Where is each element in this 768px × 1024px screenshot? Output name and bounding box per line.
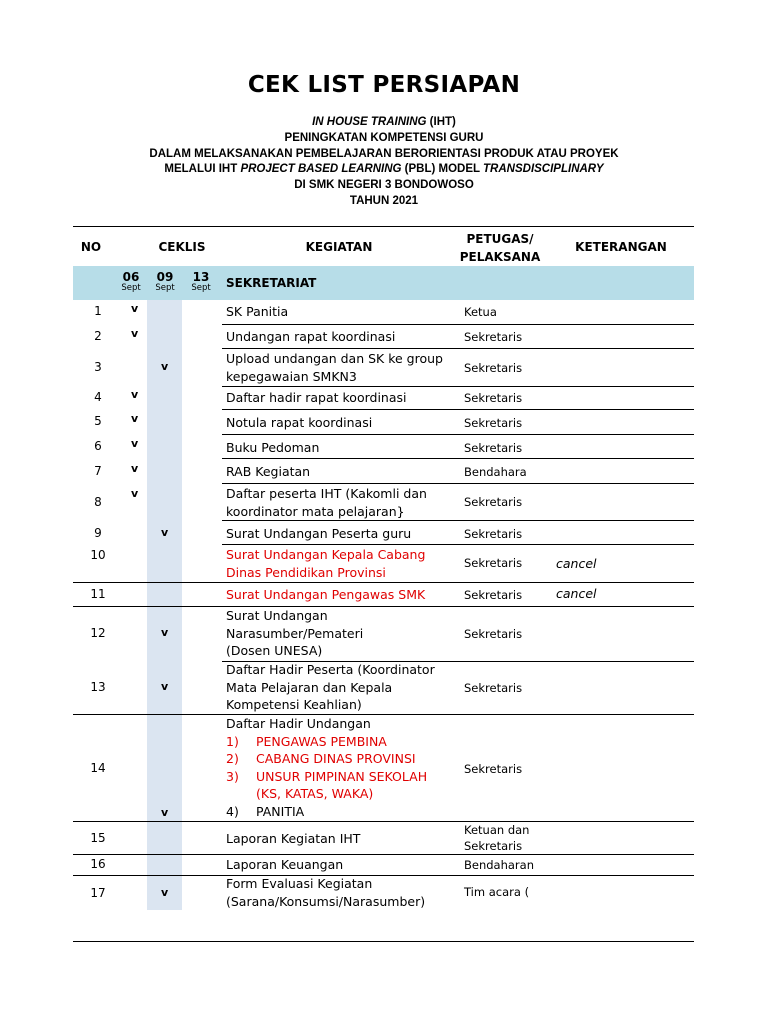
header-kegiatan: KEGIATAN [305, 240, 373, 254]
row-17-kegiatan [226, 875, 458, 910]
row-14-item-3b [226, 785, 458, 803]
subtitle-line-5: DI SMK NEGERI 3 BONDOWOSO [294, 179, 474, 191]
row-12-kegiatan-1: Surat Undangan [226, 608, 328, 623]
date-09 [148, 270, 182, 293]
table-bottom-border [73, 941, 694, 942]
row-7-kegiatan: RAB Kegiatan [226, 464, 311, 479]
row-14-item-2 [226, 750, 458, 768]
row-5-petugas: Sekretaris [464, 416, 523, 430]
row-separator [73, 854, 694, 855]
header-ceklis: CEKLIS [158, 240, 206, 254]
header-no: NO [80, 240, 102, 254]
subtitle-4b: PROJECT BASED LEARNING [240, 163, 402, 175]
row-2-petugas: Sekretaris [464, 330, 523, 344]
row-separator [222, 520, 694, 521]
page-title: CEK LIST PERSIAPAN [247, 72, 521, 98]
date-09-month: Sept [155, 283, 175, 293]
row-14-item-3-n: 3) [226, 768, 239, 784]
row-2-no: 2 [94, 329, 102, 343]
row-14-item-4-t: PANITIA [256, 803, 305, 819]
row-11-keterangan: cancel [556, 586, 597, 601]
row-16-petugas: Bendaharan [464, 858, 534, 872]
row-14-item-3-t: UNSUR PIMPINAN SEKOLAH [256, 768, 428, 784]
row-separator [222, 434, 694, 435]
subtitle-4a: MELALUI IHT [164, 163, 241, 175]
header-petugas-2: PELAKSANA [459, 250, 541, 264]
date-13-day: 13 [192, 270, 210, 284]
row-17-petugas: Tim acara ( [464, 885, 530, 899]
row-separator [73, 582, 694, 583]
header-petugas-1: PETUGAS/ [466, 232, 534, 246]
row-13-petugas: Sekretaris [464, 681, 523, 695]
row-7-petugas: Bendahara [464, 465, 527, 479]
date-13 [184, 270, 218, 293]
row-8-kegiatan: Daftar peserta IHT (Kakomli dan koordinator mata pelajaran} [226, 486, 427, 519]
row-15-petugas [464, 822, 564, 854]
subtitle-iht-rest: (IHT) [426, 116, 456, 128]
row-14-item-2-n: 2) [226, 751, 239, 766]
header-keterangan: KETERANGAN [575, 240, 667, 254]
row-14-petugas: Sekretaris [464, 762, 523, 776]
row-separator [222, 348, 694, 349]
row-14-item-3b-t: (KS, KATAS, WAKA) [256, 786, 374, 801]
row-6-kegiatan: Buku Pedoman [226, 440, 320, 455]
row-separator [222, 458, 694, 459]
row-17-kegiatan-2: (Sarana/Konsumsi/Narasumber) [226, 893, 426, 909]
row-separator [73, 821, 694, 822]
row-16-no: 16 [90, 857, 106, 871]
row-14-item-1 [226, 733, 458, 751]
row-9-no: 9 [94, 526, 102, 540]
row-3-no: 3 [94, 360, 102, 374]
row-2-kegiatan: Undangan rapat koordinasi [226, 329, 396, 344]
row-12-no: 12 [90, 626, 106, 640]
row-7-check: v [131, 462, 139, 475]
row-16-kegiatan: Laporan Keuangan [226, 857, 344, 872]
row-15-kegiatan: Laporan Kegiatan IHT [226, 831, 361, 846]
row-6-no: 6 [94, 439, 102, 453]
date-06-month: Sept [121, 283, 141, 293]
row-10-no: 10 [90, 548, 106, 562]
row-14-kegiatan-title: Daftar Hadir Undangan [226, 716, 371, 731]
row-14-item-4 [226, 803, 458, 821]
date-13-month: Sept [191, 283, 211, 293]
row-10-kegiatan: Surat Undangan Kepala Cabang Dinas Pendidikan Provinsi [226, 547, 426, 580]
row-15-petugas-1: Ketuan dan [464, 823, 530, 837]
row-14-item-1-t: PENGAWAS PEMBINA [256, 733, 387, 749]
row-7-no: 7 [94, 464, 102, 478]
row-15-petugas-2: Sekretaris [464, 839, 523, 853]
row-17-check: v [161, 886, 169, 899]
row-13-check: v [161, 680, 169, 693]
row-1-check: v [131, 302, 139, 315]
table-top-border [73, 226, 694, 227]
row-14-item-3 [226, 768, 458, 786]
row-9-petugas: Sekretaris [464, 527, 523, 541]
row-separator [222, 409, 694, 410]
row-separator [222, 544, 694, 545]
row-10-petugas: Sekretaris [464, 556, 523, 570]
row-11-no: 11 [90, 587, 106, 601]
subtitle-line-1 [0, 116, 768, 128]
row-17-kegiatan-1: Form Evaluasi Kegiatan [226, 876, 373, 891]
section-title: SEKRETARIAT [226, 276, 317, 290]
row-4-no: 4 [94, 390, 102, 404]
row-separator [222, 483, 694, 484]
row-4-kegiatan: Daftar hadir rapat koordinasi [226, 390, 407, 405]
row-8-check: v [131, 487, 139, 500]
row-14-no: 14 [90, 761, 106, 775]
subtitle-line-3: DALAM MELAKSANAKAN PEMBELAJARAN BERORIENTASI PRODUK ATAU PROYEK [149, 148, 619, 160]
subtitle-iht-italic: IN HOUSE TRAINING [312, 116, 427, 128]
row-14-check: v [161, 806, 169, 819]
row-12-petugas: Sekretaris [464, 627, 523, 641]
row-3-petugas: Sekretaris [464, 361, 523, 375]
row-1-petugas: Ketua [464, 305, 497, 319]
row-8-no: 8 [94, 495, 102, 509]
row-5-kegiatan: Notula rapat koordinasi [226, 415, 373, 430]
row-12-kegiatan-3: (Dosen UNESA) [226, 643, 323, 658]
row-1-kegiatan: SK Panitia [226, 304, 289, 319]
row-14-kegiatan [226, 715, 458, 820]
row-17-no: 17 [90, 886, 106, 900]
row-5-no: 5 [94, 414, 102, 428]
row-13-no: 13 [90, 680, 106, 694]
subtitle-4d: TRANSDISCIPLINARY [483, 163, 604, 175]
row-9-kegiatan: Surat Undangan Peserta guru [226, 526, 412, 541]
row-14-item-1-n: 1) [226, 733, 239, 749]
row-4-petugas: Sekretaris [464, 391, 523, 405]
subtitle-line-4 [0, 163, 768, 175]
row-8-petugas: Sekretaris [464, 495, 523, 509]
row-10-keterangan: cancel [556, 556, 597, 571]
subtitle-line-6: TAHUN 2021 [349, 195, 419, 207]
date-09-day: 09 [156, 270, 174, 284]
row-14-item-2-t: CABANG DINAS PROVINSI [256, 751, 416, 766]
row-13-kegiatan: Daftar Hadir Peserta (Koordinator Mata Pelajaran dan Kepala Kompetensi Keahlian) [226, 662, 435, 712]
row-12-kegiatan-2: Narasumber/Pemateri [226, 625, 364, 641]
subtitle-4c: (PBL) MODEL [401, 163, 484, 175]
row-3-check: v [161, 360, 169, 373]
row-separator [222, 386, 694, 387]
row-11-kegiatan: Surat Undangan Pengawas SMK [226, 587, 426, 602]
date-06-day: 06 [122, 270, 140, 284]
date-06 [114, 270, 148, 293]
row-15-no: 15 [90, 831, 106, 845]
row-4-check: v [131, 388, 139, 401]
row-11-petugas: Sekretaris [464, 588, 523, 602]
row-3-kegiatan: Upload undangan dan SK ke group kepegawaian SMKN3 [226, 351, 443, 384]
row-9-check: v [161, 526, 169, 539]
row-5-check: v [131, 412, 139, 425]
subtitle-line-2: PENINGKATAN KOMPETENSI GURU [284, 132, 484, 144]
row-12-kegiatan [226, 607, 458, 660]
row-6-petugas: Sekretaris [464, 441, 523, 455]
row-separator [222, 324, 694, 325]
row-12-check: v [161, 626, 169, 639]
row-6-check: v [131, 437, 139, 450]
row-2-check: v [131, 327, 139, 340]
header-petugas [455, 230, 545, 266]
row-14-item-4-n: 4) [226, 803, 239, 819]
row-1-no: 1 [94, 304, 102, 318]
